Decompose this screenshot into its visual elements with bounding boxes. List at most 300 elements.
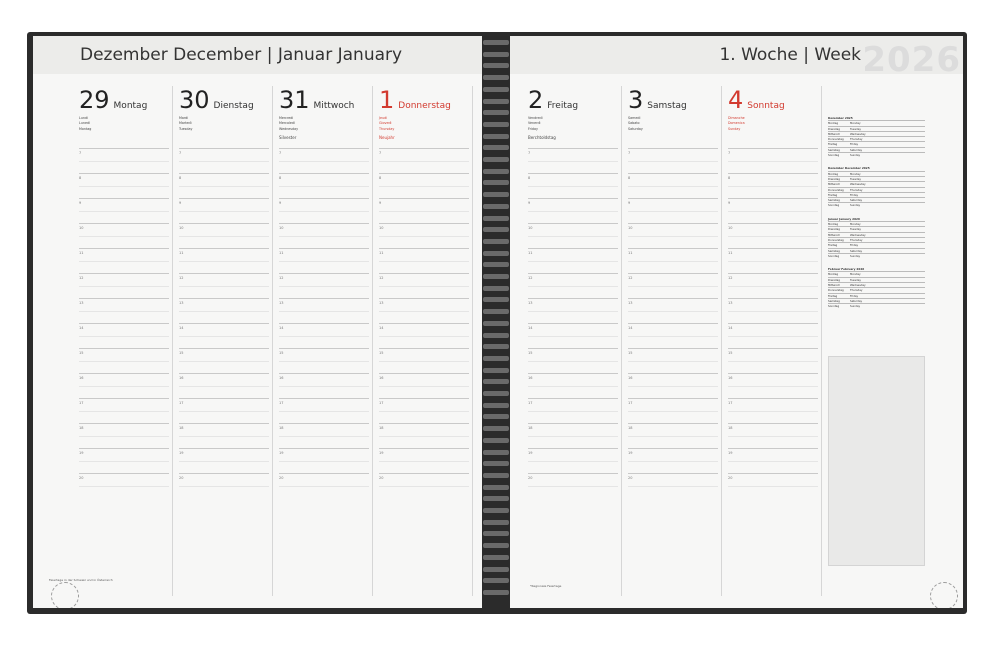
- hour-row[interactable]: [179, 323, 269, 348]
- hour-grid[interactable]: [728, 148, 818, 498]
- hour-row[interactable]: [379, 348, 469, 373]
- hour-label: 8: [279, 176, 282, 180]
- hour-row[interactable]: [528, 348, 618, 373]
- right-page: [510, 36, 963, 608]
- date-cell: [898, 233, 907, 237]
- mini-calendar: [828, 166, 925, 207]
- hour-row[interactable]: [79, 373, 169, 398]
- half-hour-line: [379, 236, 469, 237]
- date-cell: [870, 243, 879, 247]
- hour-label: 16: [279, 376, 284, 380]
- date-cell: [907, 233, 916, 237]
- half-hour-line: [728, 336, 818, 337]
- hour-row[interactable]: [279, 173, 369, 198]
- hour-row[interactable]: [628, 273, 718, 298]
- hour-label: 19: [279, 451, 284, 455]
- half-hour-line: [628, 361, 718, 362]
- hour-row[interactable]: [628, 148, 718, 173]
- hour-row[interactable]: [79, 448, 169, 473]
- spiral-ring: [483, 180, 509, 185]
- spiral-ring: [483, 262, 509, 267]
- hour-row[interactable]: [728, 398, 818, 423]
- hour-label: 17: [528, 401, 533, 405]
- hour-row[interactable]: [528, 373, 618, 398]
- hour-label: 14: [79, 326, 84, 330]
- hour-row[interactable]: [628, 223, 718, 248]
- date-cell: [916, 288, 925, 292]
- hour-label: 16: [728, 376, 733, 380]
- weekday-de: Dienstag: [828, 176, 840, 181]
- date-cell: [888, 121, 897, 125]
- hour-row[interactable]: [379, 373, 469, 398]
- date-cell: [898, 249, 907, 253]
- hour-row[interactable]: [379, 398, 469, 423]
- translated-day-name: Venerdì: [528, 121, 541, 126]
- multilingual-day-names: [628, 116, 720, 135]
- hour-row[interactable]: [79, 223, 169, 248]
- hour-row[interactable]: [179, 373, 269, 398]
- date-cell: [870, 283, 879, 287]
- hour-row[interactable]: [279, 223, 369, 248]
- half-hour-line: [379, 386, 469, 387]
- spiral-ring: [483, 461, 509, 466]
- hour-row[interactable]: [379, 198, 469, 223]
- half-hour-line: [79, 336, 169, 337]
- multilingual-day-names: [379, 116, 471, 141]
- multilingual-day-names: [79, 116, 171, 135]
- hour-row[interactable]: [628, 448, 718, 473]
- date-cell: [879, 188, 888, 192]
- hour-row[interactable]: [279, 323, 369, 348]
- hour-row[interactable]: [279, 148, 369, 173]
- spiral-ring: [483, 403, 509, 408]
- date-cell: [888, 222, 897, 226]
- day-header: [379, 86, 451, 114]
- date-cell: [870, 304, 879, 308]
- date-cell: [898, 198, 907, 202]
- hour-row[interactable]: [79, 323, 169, 348]
- hour-row[interactable]: [179, 398, 269, 423]
- hour-label: 11: [628, 251, 633, 255]
- spiral-ring: [483, 567, 509, 572]
- weekday-de: Donnerstag: [828, 237, 844, 242]
- half-hour-line: [528, 211, 618, 212]
- hour-row[interactable]: [728, 473, 818, 498]
- half-hour-line: [628, 411, 718, 412]
- date-cell: [888, 182, 897, 186]
- date-cell: [907, 294, 916, 298]
- hour-label: 14: [728, 326, 733, 330]
- hour-label: 15: [728, 351, 733, 355]
- date-cell: [879, 233, 888, 237]
- hour-row[interactable]: [179, 273, 269, 298]
- hour-row[interactable]: [728, 448, 818, 473]
- spiral-ring: [483, 485, 509, 490]
- date-cell: [907, 203, 916, 207]
- hour-row[interactable]: [628, 298, 718, 323]
- notes-box[interactable]: [828, 356, 925, 566]
- hour-grid[interactable]: [279, 148, 369, 498]
- hour-row[interactable]: [279, 348, 369, 373]
- date-cell: [916, 172, 925, 176]
- hour-row[interactable]: [728, 248, 818, 273]
- date-cell: [898, 254, 907, 258]
- date-cell: [888, 238, 897, 242]
- multilingual-day-names: [728, 116, 820, 135]
- spiral-ring: [483, 578, 509, 583]
- date-cell: [879, 299, 888, 303]
- hour-label: 17: [628, 401, 633, 405]
- hour-row[interactable]: [179, 298, 269, 323]
- hour-row[interactable]: [179, 173, 269, 198]
- hour-row[interactable]: [179, 198, 269, 223]
- day-column: [179, 86, 273, 596]
- date-cell: [879, 203, 888, 207]
- hour-row[interactable]: [79, 348, 169, 373]
- hour-row[interactable]: [379, 298, 469, 323]
- hour-label: 15: [79, 351, 84, 355]
- mini-calendar-row: [828, 181, 925, 186]
- date-cell: [870, 203, 879, 207]
- date-cell: [879, 177, 888, 181]
- hour-label: 8: [379, 176, 382, 180]
- hour-row[interactable]: [279, 298, 369, 323]
- hour-row[interactable]: [728, 198, 818, 223]
- date-cell: [888, 142, 897, 146]
- hour-label: 15: [379, 351, 384, 355]
- hour-label: 19: [528, 451, 533, 455]
- weekday-en: Tuesday: [850, 277, 861, 282]
- hour-row[interactable]: [528, 173, 618, 198]
- hour-row[interactable]: [279, 398, 369, 423]
- hour-row[interactable]: [528, 223, 618, 248]
- multilingual-day-names: [279, 116, 371, 141]
- hour-label: 15: [628, 351, 633, 355]
- hour-row[interactable]: [179, 223, 269, 248]
- hour-grid[interactable]: [628, 148, 718, 498]
- half-hour-line: [279, 236, 369, 237]
- weekday-en: Sunday: [850, 153, 861, 158]
- mini-calendar-row: [828, 287, 925, 292]
- date-cell: [916, 198, 925, 202]
- date-cell: [898, 222, 907, 226]
- hour-label: 11: [179, 251, 184, 255]
- weekday-en: Tuesday: [850, 126, 861, 131]
- hour-row[interactable]: [528, 248, 618, 273]
- mini-calendar-row: [828, 271, 925, 276]
- mini-calendar-row: [828, 176, 925, 181]
- hour-row[interactable]: [379, 423, 469, 448]
- hour-label: 18: [79, 426, 84, 430]
- hour-row[interactable]: [628, 398, 718, 423]
- date-cell: [888, 153, 897, 157]
- day-name: Samstag: [647, 101, 687, 111]
- day-name: Dienstag: [213, 101, 254, 111]
- translated-day-name: Sunday: [728, 126, 741, 131]
- hour-row[interactable]: [279, 423, 369, 448]
- hour-row[interactable]: [379, 448, 469, 473]
- hour-row[interactable]: [628, 323, 718, 348]
- hour-label: 17: [728, 401, 733, 405]
- half-hour-line: [379, 361, 469, 362]
- half-hour-line: [528, 386, 618, 387]
- date-cell: [870, 227, 879, 231]
- hour-label: 20: [628, 476, 633, 480]
- half-hour-line: [628, 486, 718, 487]
- hour-row[interactable]: [528, 423, 618, 448]
- half-hour-line: [279, 161, 369, 162]
- date-cell: [870, 278, 879, 282]
- mini-calendar-title: Dezember December 2025: [828, 166, 870, 171]
- hour-grid[interactable]: [79, 148, 169, 498]
- hour-label: 16: [379, 376, 384, 380]
- hour-row[interactable]: [79, 248, 169, 273]
- multilingual-row: [279, 127, 371, 132]
- hour-row[interactable]: [379, 273, 469, 298]
- hour-row[interactable]: [628, 173, 718, 198]
- column-divider: [172, 86, 173, 596]
- hour-label: 17: [279, 401, 284, 405]
- weekday-de: Montag: [828, 272, 839, 277]
- hour-row[interactable]: [628, 423, 718, 448]
- mini-calendar-row: [828, 226, 925, 231]
- day-number: 1: [379, 86, 395, 114]
- hour-row[interactable]: [279, 473, 369, 498]
- hour-label: 19: [379, 451, 384, 455]
- hour-row[interactable]: [79, 173, 169, 198]
- hour-row[interactable]: [179, 348, 269, 373]
- spiral-ring: [483, 157, 509, 162]
- hour-label: 16: [628, 376, 633, 380]
- hour-row[interactable]: [528, 148, 618, 173]
- weekday-de: Freitag: [828, 142, 838, 147]
- date-cell: [898, 132, 907, 136]
- half-hour-line: [528, 261, 618, 262]
- translated-day-name: Saturday: [628, 126, 643, 131]
- hour-label: 12: [279, 276, 284, 280]
- day-name: Donnerstag: [398, 101, 451, 111]
- hour-row[interactable]: [279, 448, 369, 473]
- spiral-ring: [483, 508, 509, 513]
- spiral-ring: [483, 227, 509, 232]
- weekday-de: Dienstag: [828, 126, 840, 131]
- date-cell: [916, 148, 925, 152]
- hour-row[interactable]: [379, 473, 469, 498]
- day-name: Sonntag: [747, 101, 785, 111]
- date-cell: [907, 249, 916, 253]
- hour-row[interactable]: [628, 473, 718, 498]
- date-cell: [916, 272, 925, 276]
- date-cell: [870, 177, 879, 181]
- weekday-en: Sunday: [850, 304, 861, 309]
- hour-row[interactable]: [528, 323, 618, 348]
- hour-label: 12: [728, 276, 733, 280]
- day-number: 29: [79, 86, 110, 114]
- hour-row[interactable]: [628, 373, 718, 398]
- half-hour-line: [79, 361, 169, 362]
- weekday-en: Monday: [850, 121, 861, 126]
- hour-label: 10: [79, 226, 84, 230]
- hour-row[interactable]: [279, 248, 369, 273]
- translated-day-name: Friday: [528, 126, 538, 131]
- hour-row[interactable]: [79, 398, 169, 423]
- right-header-band: [510, 36, 963, 80]
- column-divider: [472, 86, 473, 596]
- hour-row[interactable]: [379, 248, 469, 273]
- hour-row[interactable]: [79, 473, 169, 498]
- date-cell: [870, 233, 879, 237]
- spiral-ring: [483, 169, 509, 174]
- date-cell: [907, 299, 916, 303]
- half-hour-line: [379, 461, 469, 462]
- date-cell: [888, 288, 897, 292]
- hour-row[interactable]: [379, 173, 469, 198]
- half-hour-line: [728, 461, 818, 462]
- spiral-ring: [483, 321, 509, 326]
- hour-row[interactable]: [528, 198, 618, 223]
- hour-label: 7: [179, 151, 182, 155]
- hour-row[interactable]: [179, 148, 269, 173]
- day-header: [279, 86, 354, 114]
- hour-row[interactable]: [728, 298, 818, 323]
- spiral-ring: [483, 192, 509, 197]
- date-cell: [916, 299, 925, 303]
- hour-row[interactable]: [79, 298, 169, 323]
- date-cell: [898, 153, 907, 157]
- hour-row[interactable]: [728, 148, 818, 173]
- translated-day-name: Montag: [79, 126, 92, 131]
- mini-calendar-row: [828, 202, 925, 207]
- hour-row[interactable]: [528, 448, 618, 473]
- half-hour-line: [279, 311, 369, 312]
- half-hour-line: [179, 361, 269, 362]
- weekday-de: Mittwoch: [828, 283, 841, 288]
- half-hour-line: [79, 186, 169, 187]
- spiral-ring: [483, 145, 509, 150]
- hour-label: 8: [628, 176, 631, 180]
- translated-day-name: Samedi: [628, 116, 641, 120]
- hour-row[interactable]: [728, 348, 818, 373]
- hour-grid[interactable]: [379, 148, 469, 498]
- hour-row[interactable]: [628, 248, 718, 273]
- hour-label: 19: [179, 451, 184, 455]
- weekday-en: Tuesday: [850, 227, 861, 232]
- hour-label: 18: [279, 426, 284, 430]
- weekday-de: Samstag: [828, 198, 840, 203]
- hour-row[interactable]: [528, 298, 618, 323]
- half-hour-line: [728, 436, 818, 437]
- date-cell: [907, 243, 916, 247]
- date-cell: [898, 172, 907, 176]
- hour-row[interactable]: [279, 198, 369, 223]
- weekday-de: Donnerstag: [828, 288, 844, 293]
- hour-row[interactable]: [379, 323, 469, 348]
- half-hour-line: [528, 411, 618, 412]
- half-hour-line: [628, 161, 718, 162]
- hour-grid[interactable]: [528, 148, 618, 498]
- day-number: 30: [179, 86, 210, 114]
- hour-row[interactable]: [379, 223, 469, 248]
- weekday-de: Samstag: [828, 298, 840, 303]
- weekday-de: Mittwoch: [828, 182, 841, 187]
- hour-row[interactable]: [79, 423, 169, 448]
- hour-row[interactable]: [379, 148, 469, 173]
- weekday-en: Friday: [850, 142, 859, 147]
- hour-row[interactable]: [728, 173, 818, 198]
- day-number: 31: [279, 86, 310, 114]
- hour-row[interactable]: [179, 448, 269, 473]
- hour-label: 11: [379, 251, 384, 255]
- half-hour-line: [179, 161, 269, 162]
- date-cell: [870, 142, 879, 146]
- half-hour-line: [79, 286, 169, 287]
- half-hour-line: [279, 211, 369, 212]
- half-hour-line: [528, 286, 618, 287]
- left-header-band: [33, 36, 482, 74]
- date-cell: [898, 137, 907, 141]
- hour-row[interactable]: [79, 148, 169, 173]
- date-cell: [888, 243, 897, 247]
- hour-row[interactable]: [728, 223, 818, 248]
- spiral-ring: [483, 251, 509, 256]
- mini-calendar-row: [828, 232, 925, 237]
- hour-row[interactable]: [79, 198, 169, 223]
- hour-label: 20: [79, 476, 84, 480]
- mini-calendar-row: [828, 141, 925, 146]
- hour-row[interactable]: [179, 423, 269, 448]
- translated-day-name: Giovedì: [379, 121, 392, 126]
- hour-row[interactable]: [279, 273, 369, 298]
- date-cell: [907, 227, 916, 231]
- spiral-ring: [483, 520, 509, 525]
- hour-label: 20: [379, 476, 384, 480]
- date-cell: [870, 137, 879, 141]
- spiral-ring: [483, 426, 509, 431]
- weekday-en: Monday: [850, 171, 861, 176]
- hour-row[interactable]: [628, 198, 718, 223]
- half-hour-line: [79, 236, 169, 237]
- hour-label: 12: [379, 276, 384, 280]
- half-hour-line: [379, 411, 469, 412]
- left-header-title: Dezember December | Januar January: [80, 45, 403, 65]
- hour-row[interactable]: [79, 273, 169, 298]
- weekday-en: Saturday: [850, 147, 863, 152]
- date-cell: [888, 278, 897, 282]
- translated-day-name: Dimanche: [728, 116, 745, 120]
- day-column: [528, 86, 622, 596]
- hour-row[interactable]: [628, 348, 718, 373]
- hour-row[interactable]: [728, 323, 818, 348]
- mini-calendar-row: [828, 147, 925, 152]
- hour-label: 9: [628, 201, 631, 205]
- date-cell: [870, 132, 879, 136]
- half-hour-line: [728, 486, 818, 487]
- hour-row[interactable]: [179, 248, 269, 273]
- hour-row[interactable]: [728, 273, 818, 298]
- hour-row[interactable]: [279, 373, 369, 398]
- hour-row[interactable]: [528, 273, 618, 298]
- hour-row[interactable]: [528, 473, 618, 498]
- hour-grid[interactable]: [179, 148, 269, 498]
- translated-day-name: Lunedì: [79, 121, 90, 126]
- hour-label: 14: [628, 326, 633, 330]
- hour-row[interactable]: [728, 373, 818, 398]
- hour-row[interactable]: [728, 423, 818, 448]
- half-hour-line: [179, 386, 269, 387]
- hour-row[interactable]: [528, 398, 618, 423]
- hour-row[interactable]: [179, 473, 269, 498]
- holiday-note: Silvester: [279, 135, 297, 141]
